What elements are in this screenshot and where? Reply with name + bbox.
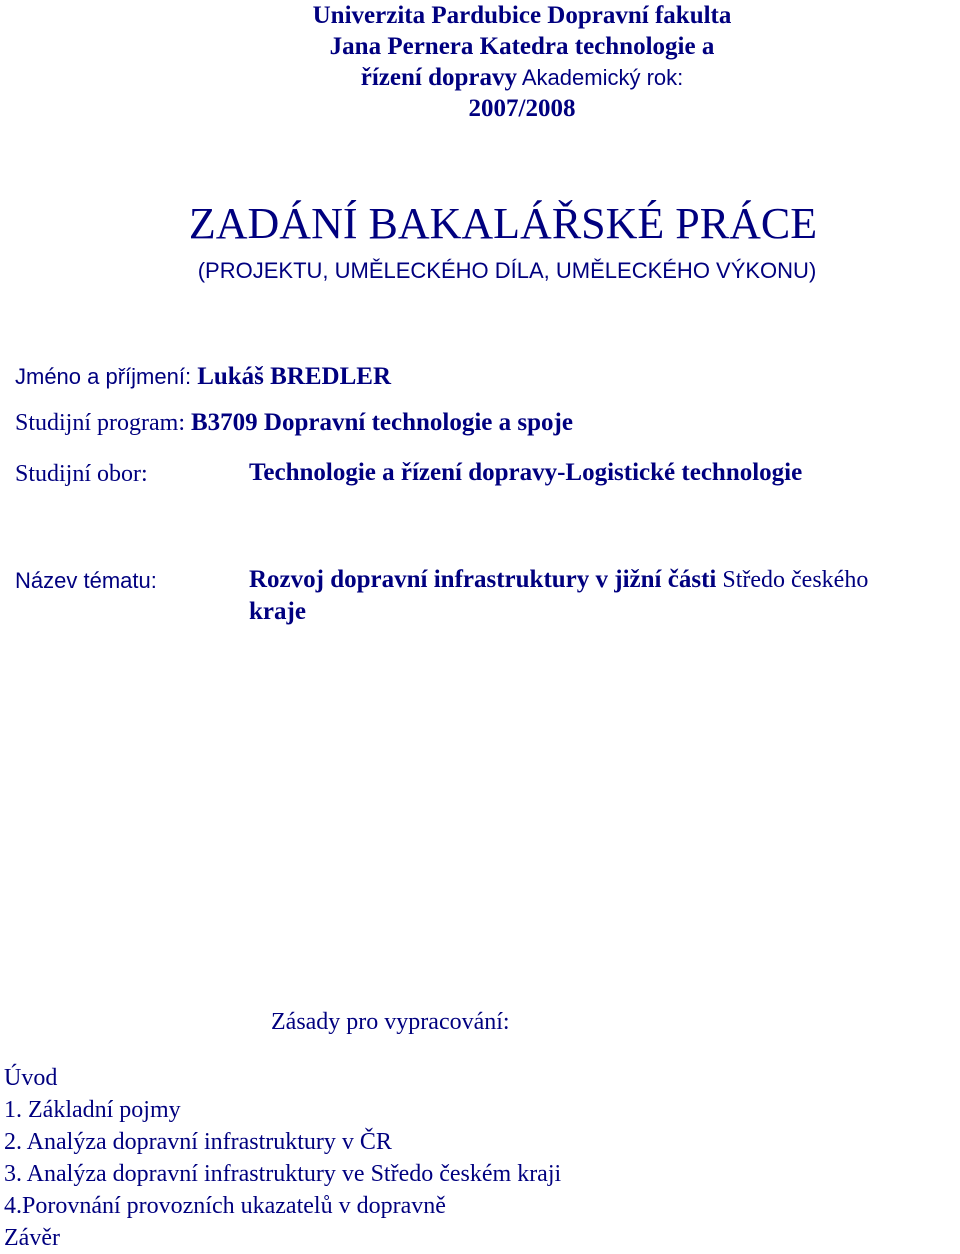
- document-title: ZADÁNÍ BAKALÁŘSKÉ PRÁCE: [188, 199, 818, 248]
- guideline-item: 3. Analýza dopravní infrastruktury ve Středo českém kraji: [4, 1161, 562, 1187]
- field-name-value: Lukáš BREDLER: [197, 363, 392, 390]
- guideline-item: Závěr: [4, 1225, 60, 1251]
- field-topic-value: [249, 565, 868, 598]
- field-program-label: Studijní program:: [15, 410, 191, 436]
- field-name-label: Jméno a příjmení:: [15, 364, 198, 389]
- header-line-1: Univerzita Pardubice Dopravní fakulta: [312, 2, 732, 29]
- guidelines-heading: Zásady pro vypracování:: [271, 1009, 510, 1035]
- guideline-item: Úvod: [4, 1065, 58, 1091]
- header-academic-year: 2007/2008: [468, 95, 576, 122]
- guideline-item: 1. Základní pojmy: [4, 1097, 181, 1123]
- header-line-2: Jana Pernera Katedra technologie a: [329, 33, 715, 60]
- header-line-3: [0, 62, 960, 93]
- field-topic-value-line2: kraje: [249, 598, 306, 625]
- university-header: [0, 0, 960, 124]
- field-topic-value-bold: Rozvoj dopravní infrastruktury v jižní části: [249, 566, 717, 593]
- guideline-item: 4.Porovnání provozních ukazatelů v dopravně: [4, 1193, 446, 1219]
- field-name: [15, 362, 391, 395]
- header-academic-year-label: Akademický rok:: [516, 65, 684, 90]
- field-obor-label: Studijní obor:: [15, 461, 148, 487]
- field-program: [15, 408, 573, 441]
- field-topic-value-normal: Středo českého: [716, 567, 869, 593]
- header-department: řízení dopravy: [360, 64, 517, 91]
- field-obor-value: Technologie a řízení dopravy-Logistické technologie: [249, 459, 803, 486]
- document-subtitle: (PROJEKTU, UMĚLECKÉHO DÍLA, UMĚLECKÉHO VÝKONU): [197, 258, 817, 283]
- field-program-value: B3709 Dopravní technologie a spoje: [191, 409, 573, 436]
- field-topic-label: Název tématu:: [15, 568, 157, 593]
- guideline-item: 2. Analýza dopravní infrastruktury v ČR: [4, 1129, 392, 1155]
